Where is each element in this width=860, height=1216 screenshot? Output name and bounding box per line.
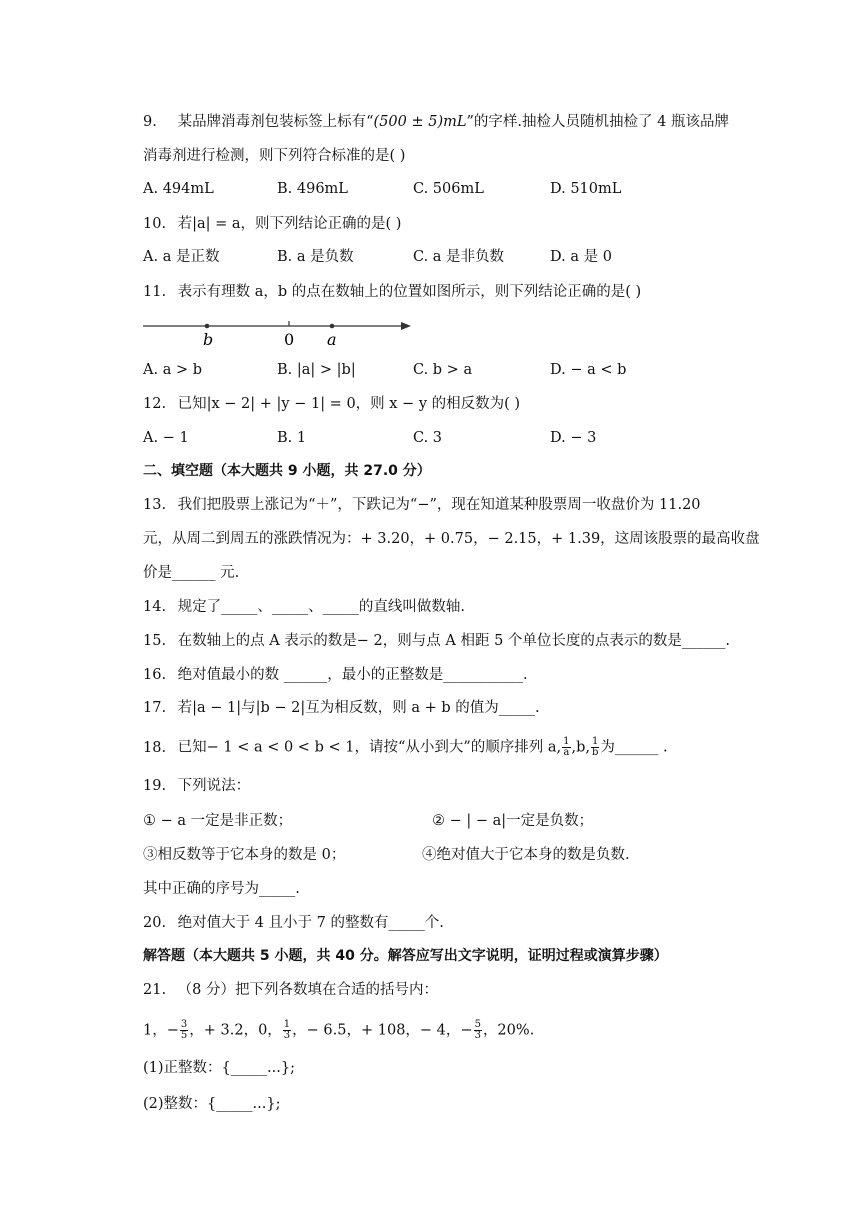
statement-3: ③相反数等于它本身的数是 0； <box>143 847 346 863</box>
question-number: 11. <box>143 284 167 300</box>
label-b: b <box>203 330 214 349</box>
question-number: 15. <box>143 633 167 649</box>
question-19-answer: 其中正确的序号为_____. <box>143 881 300 897</box>
option-d: D. − 3 <box>550 430 597 446</box>
question-number: 17. <box>143 700 167 716</box>
fraction <box>283 1020 291 1041</box>
question-text: 规定了_____、_____、_____的直线叫做数轴. <box>177 599 465 615</box>
fraction-denominator: b <box>592 747 599 758</box>
question-13-line3: 价是______ 元. <box>143 565 240 581</box>
question-text: 某品牌消毒剂包装标签上标有“ <box>177 114 374 130</box>
question-20 <box>143 913 444 933</box>
option-c: C. 3 <box>413 430 443 446</box>
fraction-numerator: 1 <box>592 736 599 747</box>
question-number: 18. <box>143 739 167 756</box>
question-number: 19. <box>143 778 167 794</box>
statement-1: ① − a 一定是非正数； <box>143 813 293 829</box>
option-b: B. a 是负数 <box>277 249 354 265</box>
question-text: 若|a − 1|与|b − 2|互为相反数，则 a + b 的值为_____. <box>177 700 540 716</box>
math-expression: (500 ± 5)mL <box>373 114 467 130</box>
option-d: D. 510mL <box>550 181 622 197</box>
question-19 <box>143 776 250 796</box>
question-text: 已知|x − 2| + |y − 1| = 0，则 x − y 的相反数为( ) <box>177 396 521 412</box>
option-a: A. 494mL <box>143 181 214 197</box>
fraction-numerator: 1 <box>563 736 570 747</box>
question-text: 为______ . <box>600 739 668 756</box>
label-a: a <box>327 330 337 349</box>
fraction-numerator: 1 <box>283 1019 291 1030</box>
question-number: 13. <box>143 497 167 513</box>
question-number: 20. <box>143 915 167 931</box>
question-text: （8 分）把下列各数填在合适的括号内： <box>177 982 438 998</box>
question-14 <box>143 597 465 617</box>
option-c: C. 506mL <box>413 181 484 197</box>
question-17 <box>143 698 540 718</box>
question-number: 12. <box>143 396 167 412</box>
number-line-figure <box>143 312 418 352</box>
option-d: D. a 是 0 <box>550 249 612 265</box>
question-9 <box>143 112 729 132</box>
option-a: A. − 1 <box>143 430 189 446</box>
option-a: A. a > b <box>143 362 202 378</box>
section-heading-answer: 解答题（本大题共 5 小题，共 40 分。解答应写出文字说明，证明过程或演算步骤） <box>143 948 668 964</box>
question-text: 绝对值最小的数 ______，最小的正整数是___________. <box>177 667 528 683</box>
question-10 <box>143 214 401 234</box>
question-15 <box>143 631 730 651</box>
point-a <box>330 324 335 329</box>
fraction-denominator: a <box>563 747 570 758</box>
question-text: ,b, <box>571 739 591 756</box>
question-text: 我们把股票上涨记为“＋”，下跌记为“−”，现在知道某种股票周一收盘价为 11.20 <box>177 497 701 513</box>
option-a: A. a 是正数 <box>143 249 220 265</box>
section-heading-fill-in: 二、填空题（本大题共 9 小题，共 27.0 分） <box>143 463 431 479</box>
question-number: 10. <box>143 216 167 232</box>
question-text: 下列说法： <box>177 778 251 794</box>
question-11 <box>143 282 641 302</box>
option-d: D. − a < b <box>550 362 627 378</box>
statement-2: ② − | − a|一定是负数； <box>432 813 594 829</box>
statement-4: ④绝对值大于它本身的数是负数. <box>422 847 630 863</box>
fraction <box>180 1020 188 1041</box>
option-c: C. b > a <box>413 362 473 378</box>
fraction <box>591 737 599 758</box>
fraction-denominator: 3 <box>283 1030 291 1041</box>
question-text: 在数轴上的点 A 表示的数是− 2，则与点 A 相距 5 个单位长度的点表示的数是______. <box>177 633 731 649</box>
question-text: 已知− 1 < a < 0 < b < 1，请按“从小到大”的顺序排列 a, <box>177 739 562 756</box>
question-9-line2: 消毒剂进行检测，则下列符合标准的是( ) <box>143 148 406 164</box>
question-number: 21. <box>143 982 167 998</box>
question-18 <box>143 737 668 758</box>
list-text: 1，− <box>143 1022 179 1039</box>
fraction <box>562 737 570 758</box>
fraction <box>474 1020 482 1041</box>
option-b: B. 496mL <box>277 181 348 197</box>
number-list <box>143 1020 534 1041</box>
question-text: 表示有理数 a，b 的点在数轴上的位置如图所示，则下列结论正确的是( ) <box>177 284 642 300</box>
option-b: B. |a| > |b| <box>277 362 356 378</box>
question-text: 绝对值大于 4 且小于 7 的整数有_____个. <box>177 915 444 931</box>
list-text: ，− 6.5，+ 108，− 4，− <box>292 1022 473 1039</box>
option-b: B. 1 <box>277 430 307 446</box>
option-c: C. a 是非负数 <box>413 249 505 265</box>
fraction-denominator: 3 <box>474 1030 481 1041</box>
question-12 <box>143 394 520 414</box>
question-13 <box>143 495 701 515</box>
question-21 <box>143 980 438 1000</box>
subquestion-2: (2)整数：{_____...}; <box>143 1096 281 1112</box>
label-zero: 0 <box>284 330 295 349</box>
question-number: 9. <box>143 114 157 130</box>
arrow-head-icon <box>401 322 411 330</box>
question-16 <box>143 665 528 685</box>
question-number: 16. <box>143 667 167 683</box>
question-number: 14. <box>143 599 167 615</box>
subquestion-1: (1)正整数：{_____...}; <box>143 1060 295 1076</box>
list-text: ，20%. <box>482 1022 535 1039</box>
point-b <box>205 324 210 329</box>
question-text: ”的字样.抽检人员随机抽检了 4 瓶该品牌 <box>466 114 729 130</box>
fraction-numerator: 5 <box>474 1019 481 1030</box>
list-text: ，+ 3.2，0， <box>189 1022 282 1039</box>
question-text: 若|a| = a，则下列结论正确的是( ) <box>177 216 402 232</box>
fraction-denominator: 5 <box>180 1030 188 1041</box>
question-13-line2: 元，从周二到周五的涨跌情况为：+ 3.20，+ 0.75，− 2.15，+ 1.39，这周该股票的最高收盘 <box>143 531 760 547</box>
fraction-numerator: 3 <box>180 1019 188 1030</box>
